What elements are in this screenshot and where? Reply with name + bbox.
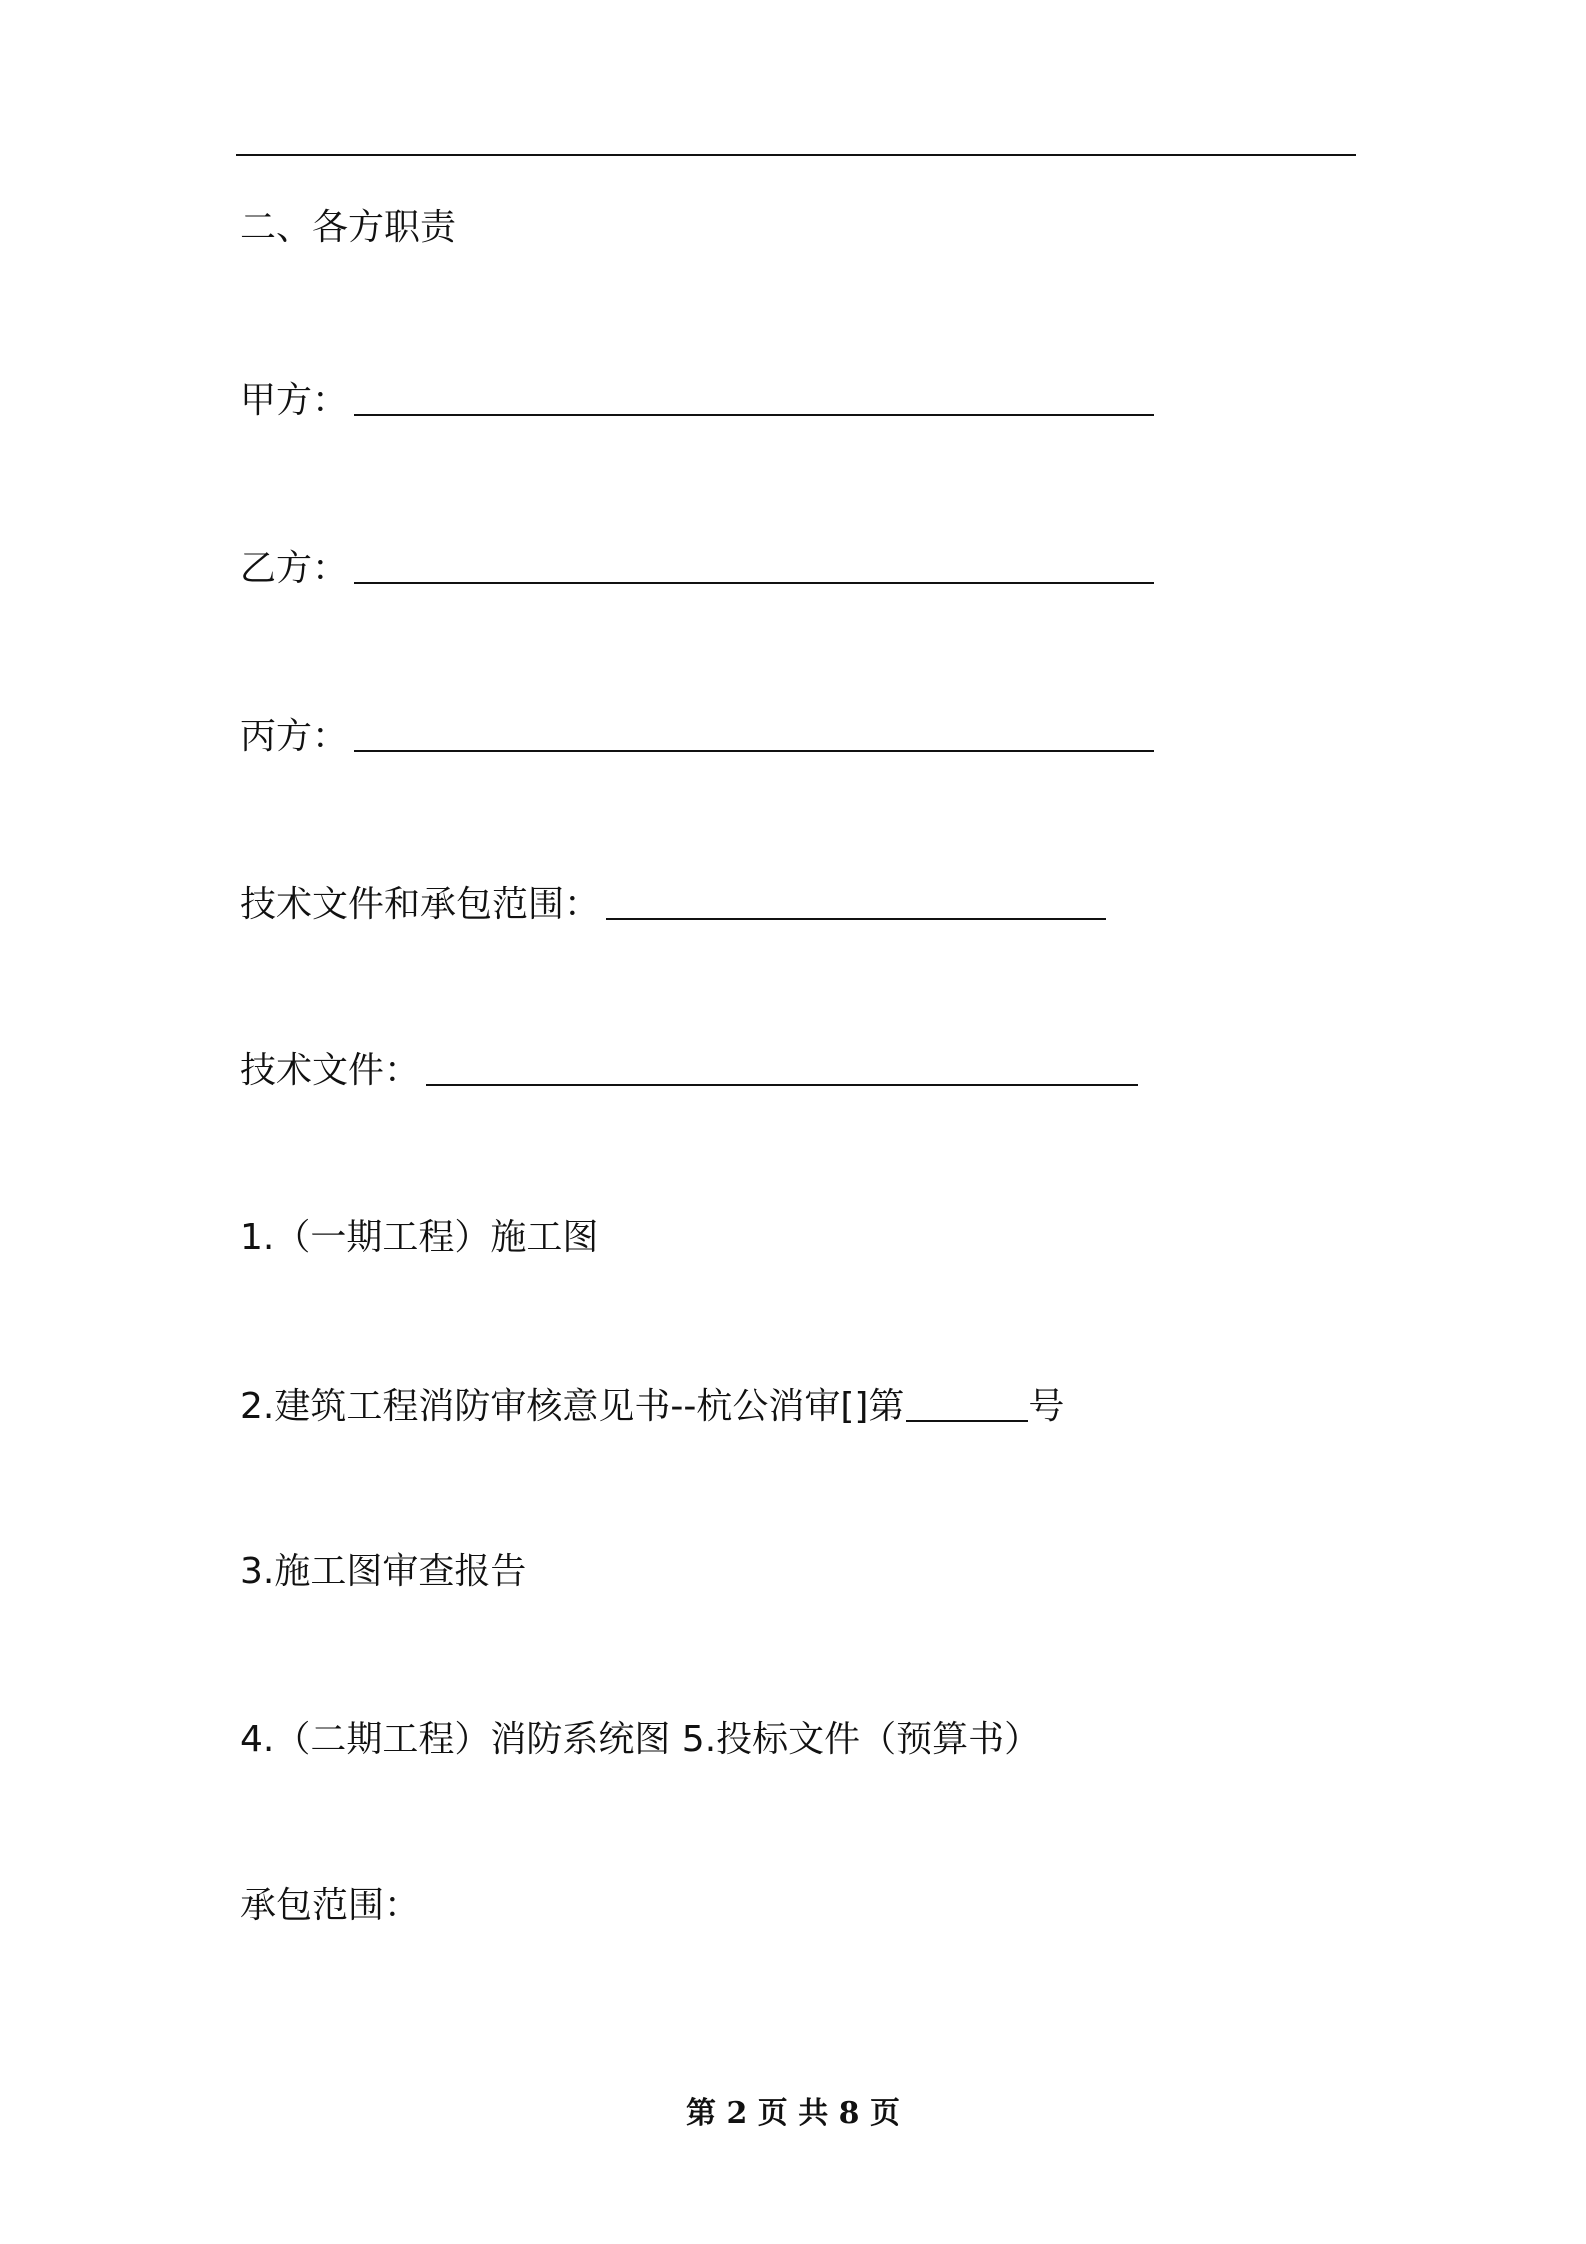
scope-label: 承包范围： [240,1885,421,1926]
tech-scope-blank [606,884,1106,920]
party-b-row [240,544,1154,593]
tech-docs-blank [426,1050,1138,1086]
party-b-label: 乙方： [240,548,349,589]
page-footer [0,2094,1586,2134]
tech-scope-label: 技术文件和承包范围： [240,884,601,925]
party-b-blank [354,548,1154,584]
item-4-text: 4.（二期工程）消防系统图 5.投标文件（预算书） [240,1719,1041,1760]
tech-docs-label: 技术文件： [240,1050,421,1091]
tech-docs-row [240,1046,1138,1095]
list-item [240,1214,598,1262]
party-c-row [240,712,1154,761]
item-2-text: 2.建筑工程消防审核意见书--杭公消审[]第 [240,1386,905,1427]
section-title [240,204,456,252]
scope-row [240,1882,420,1930]
item-2-suffix: 号 [1028,1386,1065,1427]
party-c-label: 丙方： [240,716,349,757]
section-title-text: 二、各方职责 [240,207,457,248]
party-a-blank [354,380,1154,416]
tech-scope-row [240,880,1106,929]
list-item [240,1548,526,1596]
party-c-blank [354,716,1154,752]
party-a-row [240,376,1154,425]
item-3-text: 3.施工图审查报告 [240,1551,527,1592]
party-a-label: 甲方： [240,380,349,421]
page-number: 第 2 页 共 8 页 [686,2096,900,2131]
list-item [240,1382,1064,1431]
list-item [240,1716,1040,1764]
header-rule [236,154,1356,156]
item-1-text: 1.（一期工程）施工图 [240,1217,599,1258]
item-2-blank [906,1386,1028,1422]
